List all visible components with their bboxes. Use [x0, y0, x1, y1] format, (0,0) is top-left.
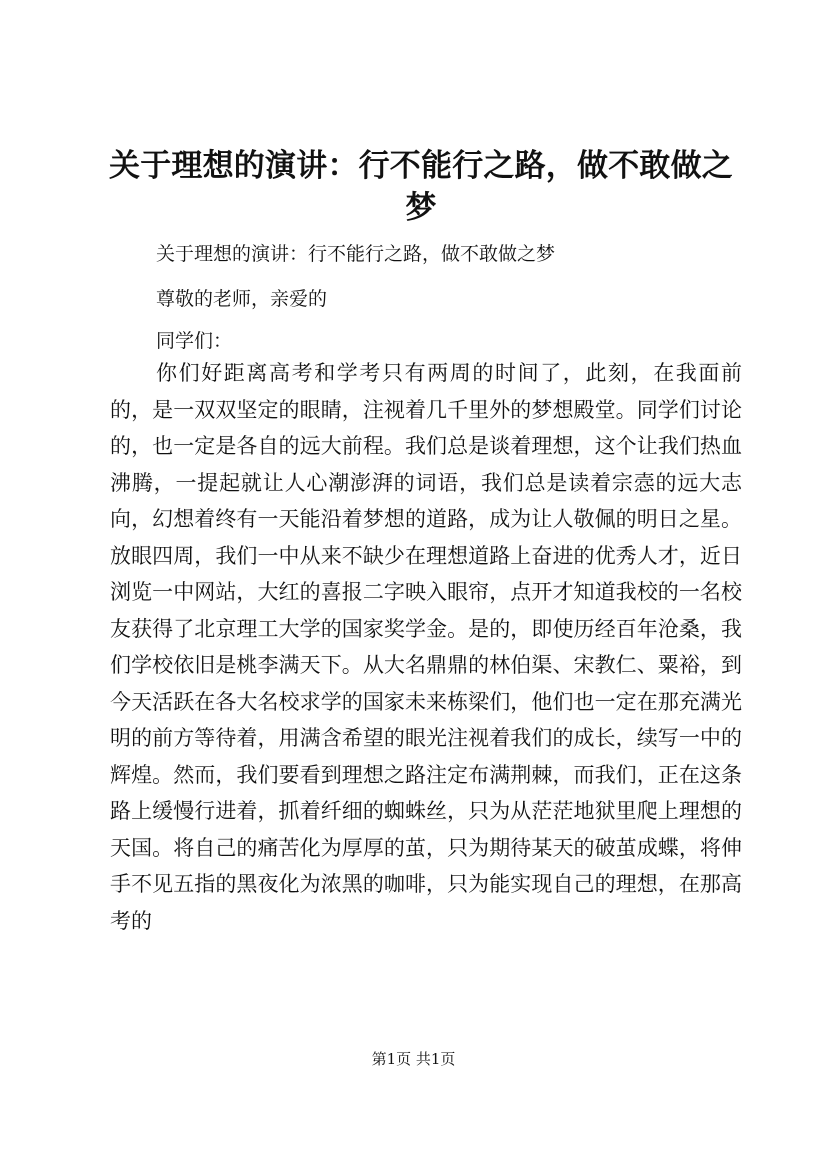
body-paragraph: 你们好距离高考和学考只有两周的时间了，此刻，在我面前的，是一双双坚定的眼睛，注视着几千里外的梦想殿堂。同学们讨论的，也一定是各自的远大前程。我们总是谈着理想，这个让我们热血沸腾，一提起就让人心潮澎湃的词语，我们总是读着宗悫的远大志向，幻想着终有一天能沿着梦想的道路，成为让人敬佩的明日之星。放眼四周，我们一中从来不缺少在理想道路上奋进的优秀人才，近日浏览一中网站，大红的喜报二字映入眼帘，点开才知道我校的一名校友获得了北京理工大学的国家奖学金。是的，即使历经百年沧桑，我们学校依旧是桃李满天下。从大名鼎鼎的林伯渠、宋教仁、粟裕，到今天活跃在各大名校求学的国家未来栋梁们，他们也一定在那充满光明的前方等待着，用满含希望的眼光注视着我们的成长，续写一中的辉煌。然而，我们要看到理想之路注定布满荆棘，而我们，正在这条路上缓慢行进着，抓着纤细的蜘蛛丝，只为从茫茫地狱里爬上理想的天国。将自己的痛苦化为厚厚的茧，只为期待某天的破茧成蝶，将伸手不见五指的黑夜化为浓黑的咖啡，只为能实现自己的理想，在那高考的 [110, 361, 742, 933]
document-title: 关于理想的演讲：行不能行之路，做不敢做之梦 [109, 148, 733, 226]
audience-line: 同学们： [156, 330, 233, 352]
page-footer: 第1页 共1页 [371, 1050, 456, 1068]
salutation-line: 尊敬的老师，亲爱的 [156, 288, 328, 310]
subtitle-line: 关于理想的演讲：行不能行之路，做不敢做之梦 [156, 243, 556, 265]
